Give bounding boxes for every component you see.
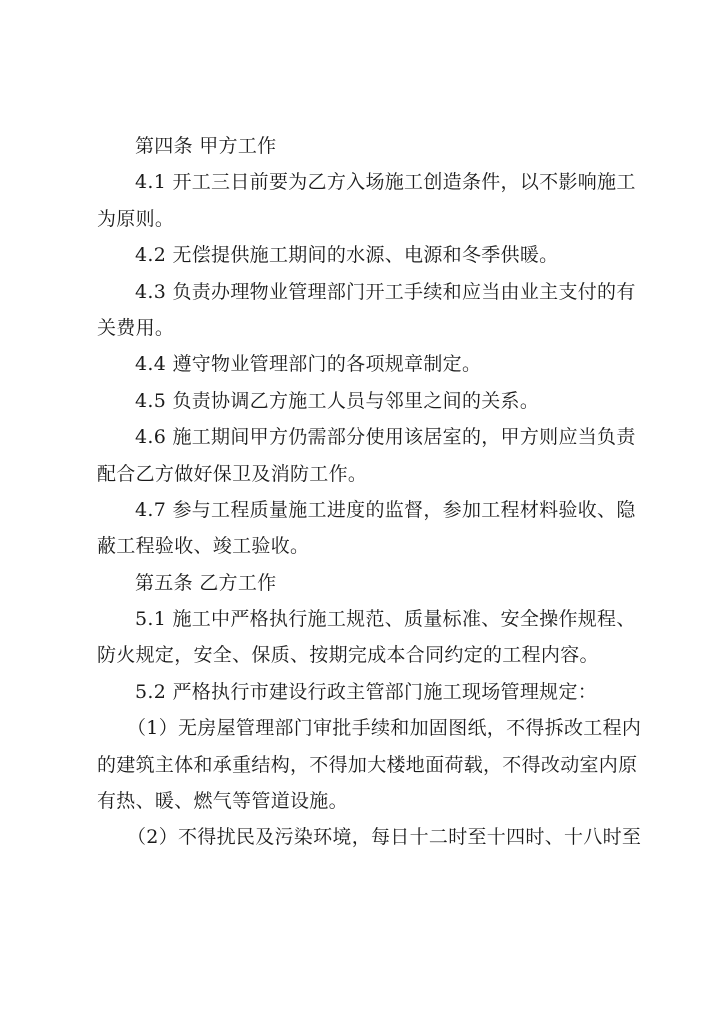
article-4-heading: 第四条 甲方工作: [135, 135, 277, 157]
clause-4-7-line-2: 蔽工程验收、竣工验收。: [97, 535, 310, 558]
clause-4-4: 4.4 遵守物业管理部门的各项规章制定。: [135, 353, 482, 376]
clause-4-1-line-1: 4.1 开工三日前要为乙方入场施工创造条件，以不影响施工: [135, 171, 636, 194]
clause-4-3-line-2: 关费用。: [97, 316, 175, 339]
clause-4-5: 4.5 负责协调乙方施工人员与邻里之间的关系。: [135, 389, 540, 412]
clause-4-7-line-1: 4.7 参与工程质量施工进度的监督，参加工程材料验收、隐: [135, 498, 636, 521]
article-5-heading: 第五条 乙方工作: [135, 571, 277, 594]
clause-4-6-line-1: 4.6 施工期间甲方仍需部分使用该居室的，甲方则应当负责: [135, 426, 636, 449]
item-1-line-3: 有热、暖、燃气等管道设施。: [97, 790, 348, 813]
clause-5-1-line-1: 5.1 施工中严格执行施工规范、质量标准、安全操作规程、: [135, 608, 636, 631]
item-1-line-1: （1）无房屋管理部门审批手续和加固图纸，不得拆改工程内: [127, 717, 642, 740]
clause-5-1-line-2: 防火规定，安全、保质、按期完成本合同约定的工程内容。: [97, 644, 599, 667]
clause-5-2: 5.2 严格执行市建设行政主管部门施工现场管理规定：: [135, 680, 598, 703]
clause-4-2: 4.2 无偿提供施工期间的水源、电源和冬季供暖。: [135, 244, 559, 267]
item-1-line-2: 的建筑主体和承重结构，不得加大楼地面荷载，不得改动室内原: [97, 753, 638, 776]
item-2-line-1: （2）不得扰民及污染环境，每日十二时至十四时、十八时至: [127, 826, 642, 849]
document-body: [97, 128, 645, 856]
clause-4-6-line-2: 配合乙方做好保卫及消防工作。: [97, 462, 368, 485]
clause-4-3-line-1: 4.3 负责办理物业管理部门开工手续和应当由业主支付的有: [135, 280, 636, 303]
clause-4-1-line-2: 为原则。: [97, 207, 175, 230]
